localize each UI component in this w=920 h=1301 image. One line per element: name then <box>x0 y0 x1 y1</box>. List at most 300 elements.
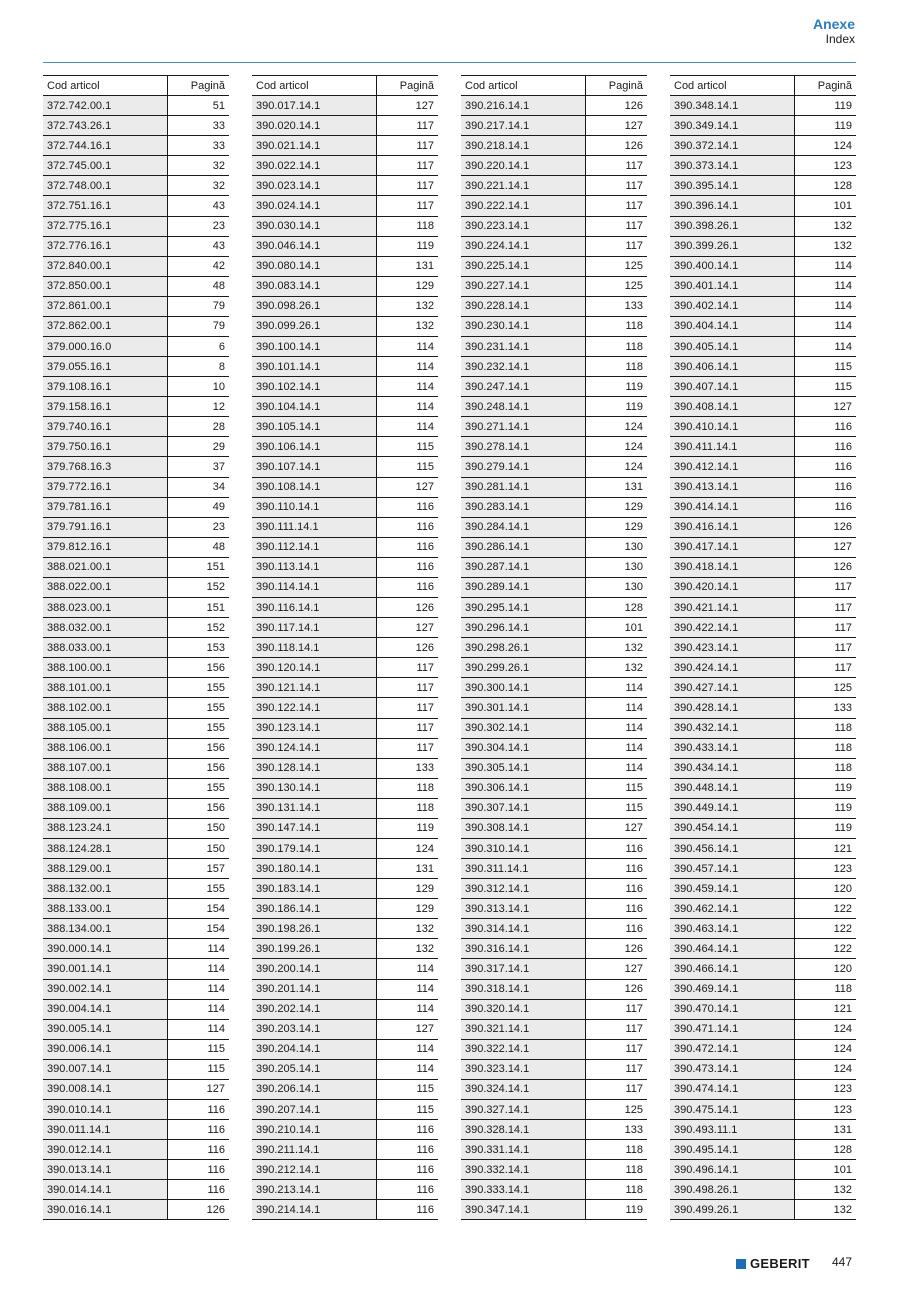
table-row <box>461 698 647 718</box>
page-ref: 43 <box>167 236 229 256</box>
page-ref: 132 <box>376 939 438 959</box>
page-ref: 116 <box>167 1099 229 1119</box>
table-row <box>43 316 229 336</box>
page-ref: 116 <box>585 859 647 879</box>
article-code: 390.123.14.1 <box>252 718 376 738</box>
article-code: 390.474.14.1 <box>670 1079 794 1099</box>
page-ref: 124 <box>794 1019 856 1039</box>
table-row <box>670 618 856 638</box>
page-ref: 115 <box>794 377 856 397</box>
table-row <box>461 316 647 336</box>
article-code: 372.744.16.1 <box>43 136 167 156</box>
table-row <box>252 899 438 919</box>
page-ref: 133 <box>376 758 438 778</box>
article-code: 390.122.14.1 <box>252 698 376 718</box>
page-ref: 126 <box>585 939 647 959</box>
article-code: 390.227.14.1 <box>461 276 585 296</box>
table-row <box>461 818 647 838</box>
page-ref: 117 <box>794 577 856 597</box>
article-code: 390.002.14.1 <box>43 979 167 999</box>
article-code: 390.223.14.1 <box>461 216 585 236</box>
page-ref: 114 <box>585 738 647 758</box>
article-code: 390.493.11.1 <box>670 1120 794 1140</box>
table-row <box>43 397 229 417</box>
article-code: 372.751.16.1 <box>43 196 167 216</box>
article-code: 390.395.14.1 <box>670 176 794 196</box>
table-row <box>252 859 438 879</box>
page-ref: 28 <box>167 417 229 437</box>
table-row <box>461 537 647 557</box>
table-row <box>43 859 229 879</box>
table-row <box>252 638 438 658</box>
page-header <box>813 16 855 46</box>
table-row <box>461 1019 647 1039</box>
article-code: 390.102.14.1 <box>252 377 376 397</box>
article-code: 390.405.14.1 <box>670 337 794 357</box>
page-ref: 116 <box>794 417 856 437</box>
page-ref: 120 <box>794 959 856 979</box>
table-row <box>252 457 438 477</box>
article-code: 390.372.14.1 <box>670 136 794 156</box>
article-code: 390.023.14.1 <box>252 176 376 196</box>
page-ref: 124 <box>585 457 647 477</box>
table-row <box>252 939 438 959</box>
article-code: 390.001.14.1 <box>43 959 167 979</box>
article-code: 390.179.14.1 <box>252 838 376 858</box>
page-ref: 124 <box>585 417 647 437</box>
page-ref: 114 <box>585 718 647 738</box>
article-code: 390.462.14.1 <box>670 899 794 919</box>
article-code: 390.120.14.1 <box>252 658 376 678</box>
article-code: 390.271.14.1 <box>461 417 585 437</box>
page-ref: 129 <box>376 276 438 296</box>
page-ref: 154 <box>167 899 229 919</box>
page-ref: 155 <box>167 678 229 698</box>
page-ref: 33 <box>167 136 229 156</box>
article-code: 388.129.00.1 <box>43 859 167 879</box>
page-ref: 122 <box>794 939 856 959</box>
table-row <box>43 1120 229 1140</box>
table-row <box>461 1160 647 1180</box>
article-code: 390.286.14.1 <box>461 537 585 557</box>
article-code: 390.216.14.1 <box>461 96 585 116</box>
article-code: 390.100.14.1 <box>252 337 376 357</box>
table-row <box>252 116 438 136</box>
table-row <box>461 176 647 196</box>
page-ref: 12 <box>167 397 229 417</box>
page-ref: 116 <box>376 1140 438 1160</box>
table-row <box>670 96 856 116</box>
table-row <box>252 758 438 778</box>
table-row <box>252 838 438 858</box>
page-ref: 119 <box>794 818 856 838</box>
page-ref: 131 <box>376 256 438 276</box>
table-row <box>252 557 438 577</box>
page-ref: 123 <box>794 156 856 176</box>
table-row <box>252 1120 438 1140</box>
page-ref: 114 <box>376 377 438 397</box>
table-row <box>461 598 647 618</box>
table-row <box>461 959 647 979</box>
table-row <box>461 678 647 698</box>
page-ref: 117 <box>585 236 647 256</box>
table-row <box>252 577 438 597</box>
table-row <box>43 678 229 698</box>
column-header-code: Cod articol <box>252 76 376 96</box>
page-ref: 117 <box>585 216 647 236</box>
table-row <box>43 176 229 196</box>
article-code: 390.283.14.1 <box>461 497 585 517</box>
table-row <box>43 1019 229 1039</box>
article-code: 390.407.14.1 <box>670 377 794 397</box>
article-code: 390.464.14.1 <box>670 939 794 959</box>
article-code: 390.495.14.1 <box>670 1140 794 1160</box>
table-row <box>670 216 856 236</box>
article-code: 390.306.14.1 <box>461 778 585 798</box>
article-code: 390.427.14.1 <box>670 678 794 698</box>
article-code: 372.742.00.1 <box>43 96 167 116</box>
table-row <box>252 296 438 316</box>
article-code: 390.010.14.1 <box>43 1099 167 1119</box>
page-ref: 114 <box>376 999 438 1019</box>
table-row <box>670 236 856 256</box>
table-row <box>43 899 229 919</box>
page-ref: 124 <box>376 838 438 858</box>
article-code: 390.348.14.1 <box>670 96 794 116</box>
logo-text: GEBERIT <box>750 1256 810 1271</box>
table-row <box>461 196 647 216</box>
article-code: 390.402.14.1 <box>670 296 794 316</box>
table-row <box>43 818 229 838</box>
article-code: 390.201.14.1 <box>252 979 376 999</box>
article-code: 390.104.14.1 <box>252 397 376 417</box>
page-ref: 116 <box>585 838 647 858</box>
table-row <box>252 1099 438 1119</box>
page-ref: 119 <box>376 236 438 256</box>
table-row <box>252 357 438 377</box>
column-header-code: Cod articol <box>670 76 794 96</box>
article-code: 390.131.14.1 <box>252 798 376 818</box>
table-row <box>670 276 856 296</box>
table-row <box>252 1059 438 1079</box>
page-ref: 150 <box>167 838 229 858</box>
page-ref: 126 <box>585 96 647 116</box>
table-row <box>43 256 229 276</box>
page-ref: 117 <box>376 136 438 156</box>
table-row <box>43 437 229 457</box>
page-ref: 34 <box>167 477 229 497</box>
article-code: 390.418.14.1 <box>670 557 794 577</box>
table-row <box>252 1039 438 1059</box>
page-ref: 116 <box>376 557 438 577</box>
article-code: 390.101.14.1 <box>252 357 376 377</box>
page-ref: 123 <box>794 859 856 879</box>
article-code: 390.108.14.1 <box>252 477 376 497</box>
page-ref: 119 <box>794 778 856 798</box>
page-ref: 116 <box>167 1140 229 1160</box>
article-code: 390.214.14.1 <box>252 1200 376 1220</box>
logo-square-icon <box>736 1259 746 1269</box>
table-row <box>43 1200 229 1220</box>
article-code: 390.248.14.1 <box>461 397 585 417</box>
article-code: 390.471.14.1 <box>670 1019 794 1039</box>
table-row <box>670 477 856 497</box>
page-ref: 101 <box>794 196 856 216</box>
article-code: 390.349.14.1 <box>670 116 794 136</box>
table-row <box>252 1180 438 1200</box>
page-ref: 32 <box>167 156 229 176</box>
page-ref: 127 <box>376 96 438 116</box>
table-row <box>670 136 856 156</box>
table-row <box>670 778 856 798</box>
table-row <box>461 919 647 939</box>
page-ref: 126 <box>794 557 856 577</box>
article-code: 390.300.14.1 <box>461 678 585 698</box>
page-ref: 101 <box>794 1160 856 1180</box>
page-ref: 154 <box>167 919 229 939</box>
page-ref: 127 <box>376 1019 438 1039</box>
page-ref: 126 <box>794 517 856 537</box>
page-ref: 117 <box>585 1019 647 1039</box>
table-row <box>461 377 647 397</box>
page-ref: 116 <box>376 1120 438 1140</box>
page-ref: 155 <box>167 879 229 899</box>
article-code: 390.475.14.1 <box>670 1099 794 1119</box>
article-code: 390.106.14.1 <box>252 437 376 457</box>
article-code: 390.200.14.1 <box>252 959 376 979</box>
table-row <box>43 1099 229 1119</box>
page-ref: 118 <box>794 718 856 738</box>
table-row <box>670 557 856 577</box>
page-ref: 126 <box>167 1200 229 1220</box>
page-ref: 114 <box>794 256 856 276</box>
article-code: 390.434.14.1 <box>670 758 794 778</box>
article-code: 388.023.00.1 <box>43 598 167 618</box>
page-ref: 101 <box>585 618 647 638</box>
article-code: 390.423.14.1 <box>670 638 794 658</box>
page-ref: 156 <box>167 658 229 678</box>
page-ref: 79 <box>167 316 229 336</box>
page-ref: 128 <box>794 176 856 196</box>
article-code: 390.304.14.1 <box>461 738 585 758</box>
article-code: 390.220.14.1 <box>461 156 585 176</box>
article-code: 390.456.14.1 <box>670 838 794 858</box>
table-row <box>43 216 229 236</box>
page-ref: 117 <box>585 999 647 1019</box>
page-ref: 128 <box>794 1140 856 1160</box>
table-row <box>461 1140 647 1160</box>
page-ref: 114 <box>167 999 229 1019</box>
page-ref: 32 <box>167 176 229 196</box>
article-code: 390.287.14.1 <box>461 557 585 577</box>
table-row <box>670 437 856 457</box>
page-ref: 155 <box>167 718 229 738</box>
article-code: 390.222.14.1 <box>461 196 585 216</box>
page-ref: 29 <box>167 437 229 457</box>
table-row <box>252 337 438 357</box>
page-ref: 133 <box>794 698 856 718</box>
column-header-page: Pagină <box>376 76 438 96</box>
article-code: 390.218.14.1 <box>461 136 585 156</box>
section-subtitle: Index <box>825 32 855 46</box>
table-row <box>461 357 647 377</box>
article-code: 390.107.14.1 <box>252 457 376 477</box>
table-row <box>670 959 856 979</box>
page-ref: 116 <box>585 879 647 899</box>
page-ref: 127 <box>794 397 856 417</box>
article-code: 390.313.14.1 <box>461 899 585 919</box>
page-ref: 118 <box>585 1140 647 1160</box>
table-row <box>43 377 229 397</box>
page-ref: 118 <box>376 216 438 236</box>
article-code: 390.111.14.1 <box>252 517 376 537</box>
article-code: 390.105.14.1 <box>252 417 376 437</box>
table-row <box>670 738 856 758</box>
page-ref: 118 <box>585 316 647 336</box>
page-ref: 117 <box>585 176 647 196</box>
table-row <box>670 377 856 397</box>
page-ref: 119 <box>585 1200 647 1220</box>
column-header-page: Pagină <box>585 76 647 96</box>
table-row <box>252 156 438 176</box>
article-code: 390.308.14.1 <box>461 818 585 838</box>
table-row <box>670 457 856 477</box>
page-ref: 117 <box>794 598 856 618</box>
article-code: 379.740.16.1 <box>43 417 167 437</box>
table-row <box>43 598 229 618</box>
page-ref: 126 <box>585 136 647 156</box>
table-row <box>670 1180 856 1200</box>
table-row <box>43 156 229 176</box>
article-code: 390.230.14.1 <box>461 316 585 336</box>
page-ref: 119 <box>585 377 647 397</box>
page-ref: 151 <box>167 598 229 618</box>
article-code: 388.105.00.1 <box>43 718 167 738</box>
table-row <box>670 838 856 858</box>
table-row <box>43 959 229 979</box>
page-ref: 127 <box>585 959 647 979</box>
article-code: 390.457.14.1 <box>670 859 794 879</box>
table-row <box>43 357 229 377</box>
table-row <box>43 738 229 758</box>
table-row <box>461 457 647 477</box>
page-ref: 132 <box>794 216 856 236</box>
table-row <box>252 818 438 838</box>
article-code: 390.180.14.1 <box>252 859 376 879</box>
table-row <box>670 718 856 738</box>
table-row <box>670 577 856 597</box>
article-code: 390.347.14.1 <box>461 1200 585 1220</box>
index-table-1 <box>43 75 229 1220</box>
page-ref: 116 <box>167 1180 229 1200</box>
index-table-3 <box>461 75 647 1220</box>
article-code: 390.399.26.1 <box>670 236 794 256</box>
article-code: 390.299.26.1 <box>461 658 585 678</box>
table-row <box>461 276 647 296</box>
page-ref: 23 <box>167 216 229 236</box>
column-header-page: Pagină <box>167 76 229 96</box>
article-code: 390.014.14.1 <box>43 1180 167 1200</box>
table-row <box>252 316 438 336</box>
page-ref: 118 <box>794 738 856 758</box>
table-row <box>252 276 438 296</box>
table-row <box>461 437 647 457</box>
page-ref: 79 <box>167 296 229 316</box>
article-code: 390.046.14.1 <box>252 236 376 256</box>
page-ref: 124 <box>794 1039 856 1059</box>
article-code: 390.408.14.1 <box>670 397 794 417</box>
page-ref: 114 <box>376 1039 438 1059</box>
article-code: 379.781.16.1 <box>43 497 167 517</box>
table-row <box>43 879 229 899</box>
page-ref: 117 <box>376 196 438 216</box>
table-row <box>43 778 229 798</box>
article-code: 390.312.14.1 <box>461 879 585 899</box>
article-code: 388.123.24.1 <box>43 818 167 838</box>
page-ref: 116 <box>376 1200 438 1220</box>
table-row <box>43 517 229 537</box>
article-code: 390.202.14.1 <box>252 999 376 1019</box>
table-row <box>461 236 647 256</box>
article-code: 390.008.14.1 <box>43 1079 167 1099</box>
page-ref: 114 <box>376 979 438 999</box>
page-ref: 132 <box>376 919 438 939</box>
page-ref: 115 <box>167 1059 229 1079</box>
page-ref: 114 <box>376 959 438 979</box>
table-row <box>461 939 647 959</box>
article-code: 390.183.14.1 <box>252 879 376 899</box>
table-row <box>461 798 647 818</box>
article-code: 388.106.00.1 <box>43 738 167 758</box>
page-ref: 124 <box>794 136 856 156</box>
page-ref: 117 <box>585 156 647 176</box>
page-ref: 48 <box>167 276 229 296</box>
table-row <box>43 276 229 296</box>
article-code: 390.289.14.1 <box>461 577 585 597</box>
table-row <box>43 979 229 999</box>
page-ref: 42 <box>167 256 229 276</box>
table-row <box>461 296 647 316</box>
article-code: 372.840.00.1 <box>43 256 167 276</box>
table-row <box>43 296 229 316</box>
table-row <box>252 377 438 397</box>
article-code: 390.469.14.1 <box>670 979 794 999</box>
page-ref: 114 <box>794 296 856 316</box>
article-code: 388.109.00.1 <box>43 798 167 818</box>
article-code: 372.743.26.1 <box>43 116 167 136</box>
table-row <box>43 477 229 497</box>
page-ref: 49 <box>167 497 229 517</box>
article-code: 390.310.14.1 <box>461 838 585 858</box>
article-code: 390.020.14.1 <box>252 116 376 136</box>
article-code: 390.305.14.1 <box>461 758 585 778</box>
article-code: 390.414.14.1 <box>670 497 794 517</box>
table-row <box>252 798 438 818</box>
article-code: 390.424.14.1 <box>670 658 794 678</box>
article-code: 390.013.14.1 <box>43 1160 167 1180</box>
article-code: 390.117.14.1 <box>252 618 376 638</box>
page-ref: 114 <box>167 979 229 999</box>
article-code: 390.221.14.1 <box>461 176 585 196</box>
article-code: 372.850.00.1 <box>43 276 167 296</box>
table-row <box>461 899 647 919</box>
page-ref: 114 <box>376 1059 438 1079</box>
article-code: 390.228.14.1 <box>461 296 585 316</box>
article-code: 390.316.14.1 <box>461 939 585 959</box>
article-code: 390.322.14.1 <box>461 1039 585 1059</box>
table-row <box>252 176 438 196</box>
page-ref: 114 <box>376 337 438 357</box>
